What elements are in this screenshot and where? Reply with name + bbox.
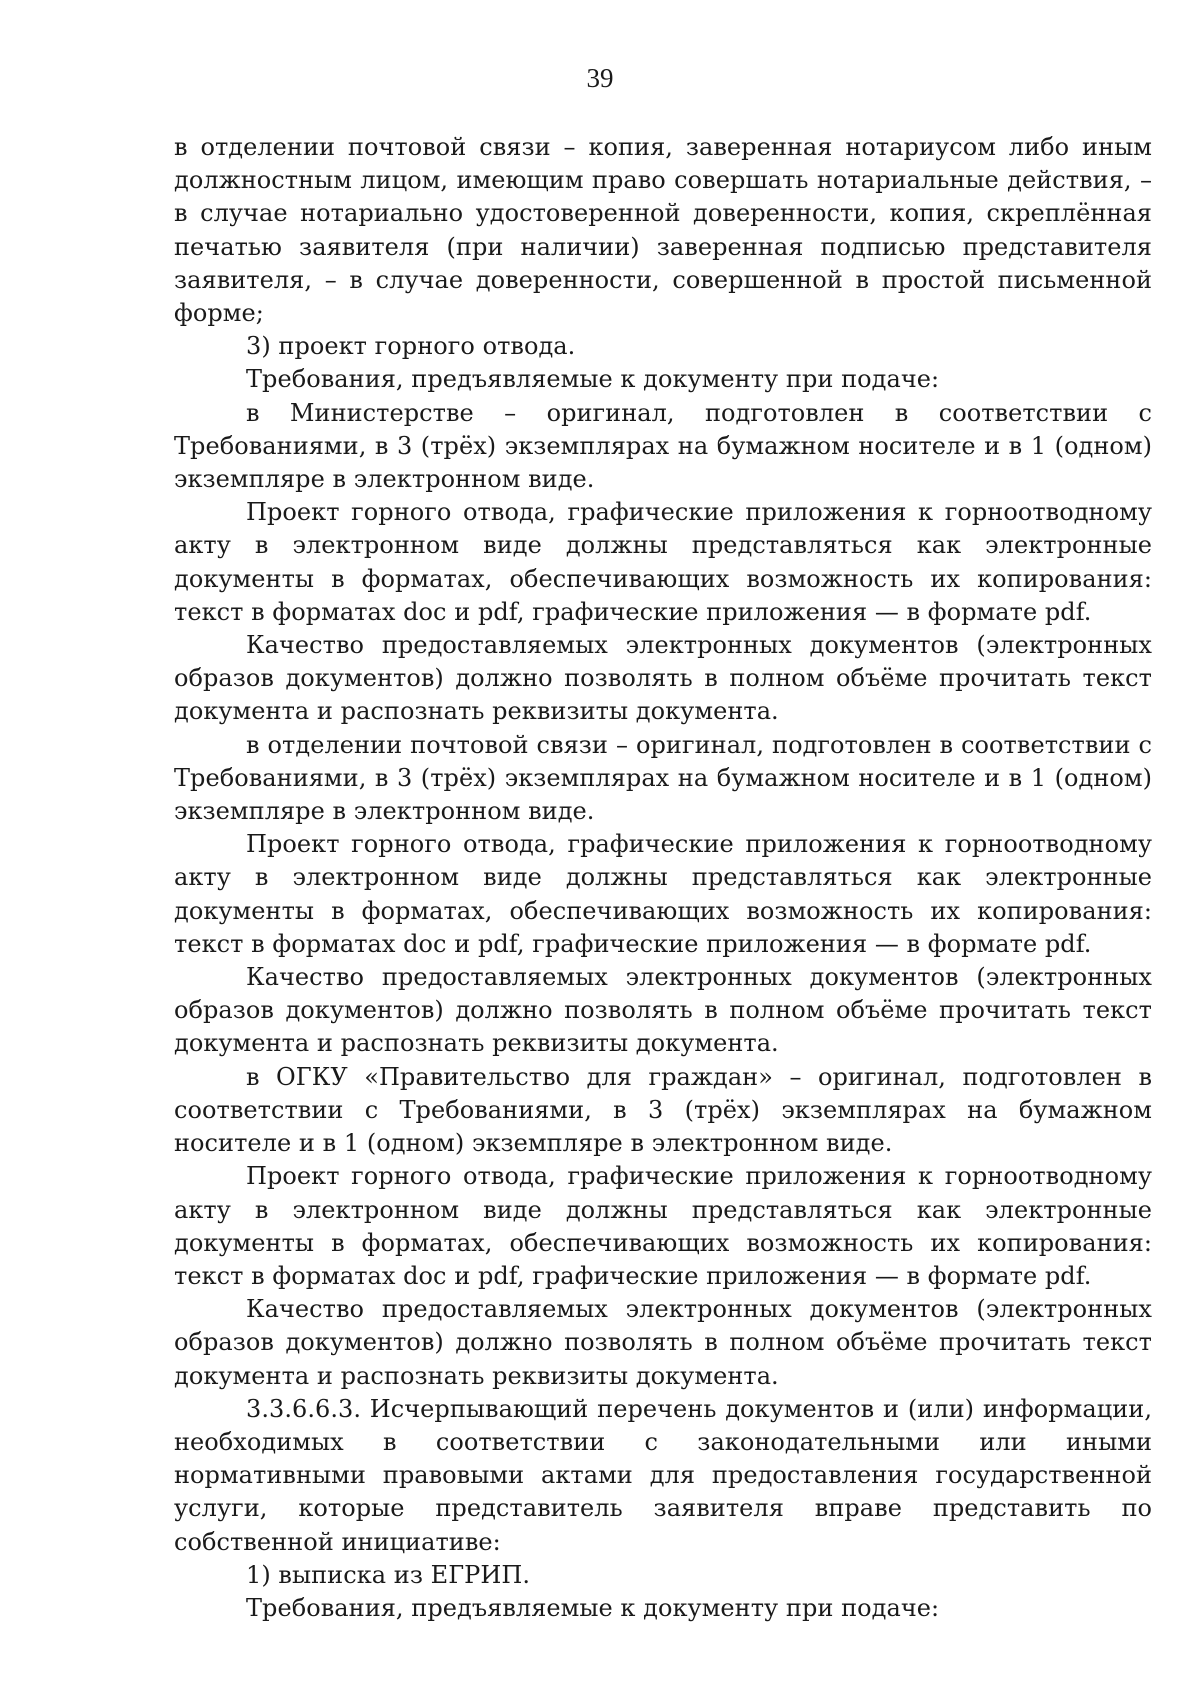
paragraph: Качество предоставляемых электронных документов (электронных образов документов) должно позволять в полном объёме прочитать текст документа и распознать реквизиты документа. xyxy=(174,963,1152,1058)
paragraph: 1) выписка из ЕГРИП. xyxy=(246,1560,531,1589)
paragraph: Качество предоставляемых электронных документов (электронных образов документов) должно позволять в полном объёме прочитать текст документа и распознать реквизиты документа. xyxy=(174,631,1152,726)
document-body xyxy=(174,131,1152,1625)
paragraph: Требования, предъявляемые к документу при подаче: xyxy=(246,1593,940,1622)
paragraph: в ОГКУ «Правительство для граждан» – оригинал, подготовлен в соответствии с Требованиями, в 3 (трёх) экземплярах на бумажном носителе и в 1 (одном) экземпляре в электронном виде. xyxy=(174,1062,1152,1158)
paragraph: в отделении почтовой связи – оригинал, подготовлен в соответствии с Требованиями, в 3 (трёх) экземплярах на бумажном носителе и в 1 (одном) экземпляре в электронном виде. xyxy=(174,730,1152,826)
paragraph: 3) проект горного отвода. xyxy=(246,332,576,361)
paragraph: Проект горного отвода, графические приложения к горноотводному акту в электронном виде должны представляться как электронные документы в форматах, обеспечивающих возможность их копирования: текст в форматах doc и pdf, графические приложения — в формате pdf. xyxy=(174,1162,1152,1290)
paragraph: Качество предоставляемых электронных документов (электронных образов документов) должно позволять в полном объёме прочитать текст документа и распознать реквизиты документа. xyxy=(174,1295,1152,1390)
paragraph: в Министерстве – оригинал, подготовлен в соответствии с Требованиями, в 3 (трёх) экземплярах на бумажном носителе и в 1 (одном) экземпляре в электронном виде. xyxy=(174,398,1152,494)
paragraph: в отделении почтовой связи – копия, заверенная нотариусом либо иным должностным лицом, имеющим право совершать нотариальные действия, – в случае нотариально удостоверенной доверенности, копия, скреплённая печатью заявителя (при наличии) заверенная подписью представителя заявителя, – в случае доверенности, совершенной в простой письменной форме; xyxy=(174,133,1152,328)
paragraph: Проект горного отвода, графические приложения к горноотводному акту в электронном виде должны представляться как электронные документы в форматах, обеспечивающих возможность их копирования: текст в форматах doc и pdf, графические приложения — в формате pdf. xyxy=(174,830,1152,958)
paragraph: 3.3.6.6.3. Исчерпывающий перечень документов и (или) информации, необходимых в соответствии с законодательными или иными нормативными правовыми актами для предоставления государственной услуги, которые представитель заявителя вправе представить по собственной инициативе: xyxy=(174,1394,1152,1556)
page-number: 39 xyxy=(586,63,614,93)
paragraph: Требования, предъявляемые к документу при подаче: xyxy=(246,365,940,394)
paragraph: Проект горного отвода, графические приложения к горноотводному акту в электронном виде должны представляться как электронные документы в форматах, обеспечивающих возможность их копирования: текст в форматах doc и pdf, графические приложения — в формате pdf. xyxy=(174,498,1152,626)
